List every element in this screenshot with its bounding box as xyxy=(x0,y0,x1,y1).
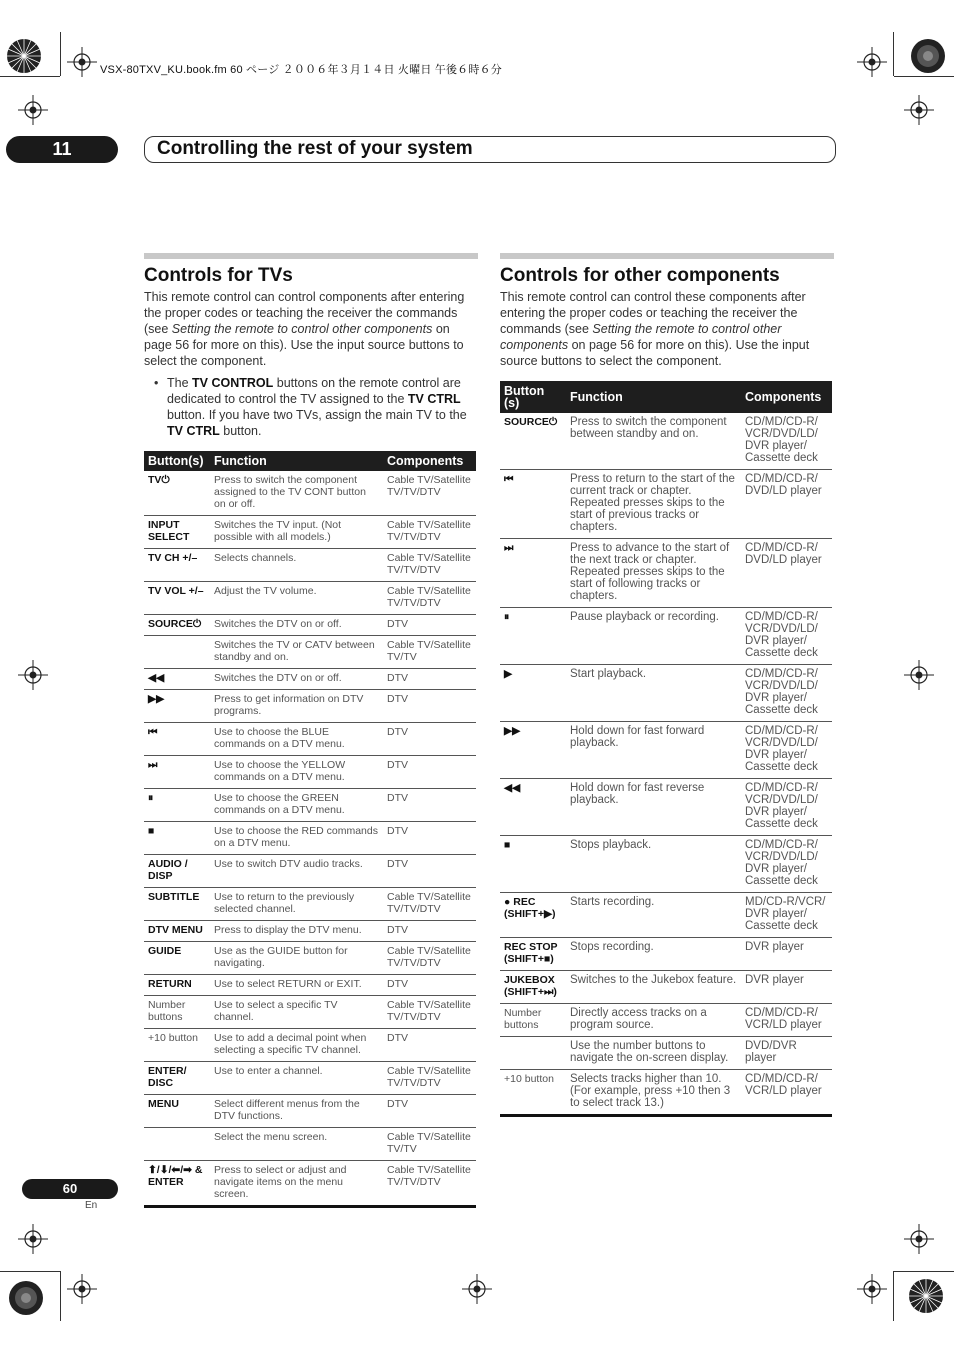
function-cell: Selects channels. xyxy=(210,549,383,582)
button-cell: ⏮ xyxy=(500,470,566,539)
function-cell: Hold down for fast reverse playback. xyxy=(566,779,741,836)
file-header: VSX-80TXV_KU.book.fm 60 ページ ２００６年３月１４日 火曜日 午後６時６分 xyxy=(100,64,502,76)
components-cell: CD/MD/CD-R/ DVD/LD player xyxy=(741,539,832,608)
table-row xyxy=(144,855,476,888)
crop-line xyxy=(0,1271,60,1272)
button-cell: ⬆/⬇/⬅/➡ & ENTER xyxy=(144,1161,210,1207)
column-header-function: Function xyxy=(566,381,741,413)
button-cell: RETURN xyxy=(144,975,210,996)
components-cell: DTV xyxy=(383,1029,476,1062)
table-row xyxy=(144,888,476,921)
function-cell: Stops recording. xyxy=(566,938,741,971)
components-cell: DTV xyxy=(383,669,476,690)
button-cell: ◀◀ xyxy=(144,669,210,690)
function-cell: Switches the DTV on or off. xyxy=(210,669,383,690)
section-rule xyxy=(144,253,478,259)
components-cell: Cable TV/Satellite TV/TV/DTV xyxy=(383,582,476,615)
button-cell: ENTER/ DISC xyxy=(144,1062,210,1095)
components-cell: Cable TV/Satellite TV/TV/DTV xyxy=(383,1062,476,1095)
function-cell: Use as the GUIDE button for navigating. xyxy=(210,942,383,975)
table-row xyxy=(500,971,832,1004)
button-cell: INPUT SELECT xyxy=(144,516,210,549)
table-row xyxy=(500,938,832,971)
components-cell: CD/MD/CD-R/ VCR/DVD/LD/ DVR player/ Cassette deck xyxy=(741,722,832,779)
components-cell: CD/MD/CD-R/ VCR/DVD/LD/ DVR player/ Cassette deck xyxy=(741,608,832,665)
color-bar-starburst-top-right xyxy=(910,38,946,74)
components-cell: Cable TV/Satellite TV/TV/DTV xyxy=(383,549,476,582)
components-cell: DTV xyxy=(383,723,476,756)
section-controls-for-tvs xyxy=(144,253,478,1208)
function-cell: Use to select a specific TV channel. xyxy=(210,996,383,1029)
function-cell: Press to select or adjust and navigate items on the menu screen. xyxy=(210,1161,383,1207)
crop-line xyxy=(893,32,894,76)
button-cell: ■ xyxy=(500,836,566,893)
function-cell: Press to switch the component between standby and on. xyxy=(566,413,741,470)
table-row xyxy=(500,893,832,938)
function-cell: Use to choose the YELLOW commands on a DTV menu. xyxy=(210,756,383,789)
function-cell: Select different menus from the DTV functions. xyxy=(210,1095,383,1128)
table-row xyxy=(500,470,832,539)
crop-line xyxy=(894,76,954,77)
column-header-buttons: Button(s) xyxy=(144,451,210,471)
button-cell xyxy=(144,636,210,669)
button-cell: SOURCE⏻ xyxy=(144,615,210,636)
registration-mark-upper-left xyxy=(18,95,48,125)
table-row xyxy=(144,690,476,723)
section-intro: This remote control can control components after entering the proper codes or teaching the receiver the commands (see Setting the remote to control other components on page 56 for more on this). Use the input source buttons to select the component. xyxy=(144,290,465,368)
table-row xyxy=(144,582,476,615)
function-cell: Press to return to the start of the current track or chapter. Repeated presses skips to the start of previous tracks or chapters. xyxy=(566,470,741,539)
section-intro: This remote control can control these components after entering the proper codes or teaching the receiver the commands (see Setting the remote to control other components on page 56 for more on this). Use the input source buttons to select the component. xyxy=(500,290,810,368)
language-code: En xyxy=(85,1200,98,1211)
table-row xyxy=(144,942,476,975)
button-cell: Number buttons xyxy=(500,1004,566,1037)
tv-controls-table xyxy=(144,451,476,1208)
button-cell: MENU xyxy=(144,1095,210,1128)
table-row xyxy=(500,836,832,893)
components-cell: CD/MD/CD-R/ VCR/DVD/LD/ DVR player/ Cassette deck xyxy=(741,836,832,893)
registration-mark-middle-left xyxy=(18,660,48,690)
function-cell: Switches the TV input. (Not possible with all models.) xyxy=(210,516,383,549)
button-cell: GUIDE xyxy=(144,942,210,975)
table-row xyxy=(144,723,476,756)
color-bar-starburst-bottom-right xyxy=(908,1278,944,1314)
function-cell: Use to add a decimal point when selecting a specific TV channel. xyxy=(210,1029,383,1062)
button-cell: TV CH +/– xyxy=(144,549,210,582)
button-cell: SUBTITLE xyxy=(144,888,210,921)
table-row xyxy=(144,549,476,582)
components-cell: DTV xyxy=(383,855,476,888)
bullet-note: • The TV CONTROL buttons on the remote control are dedicated to control the TV assigned to the TV CTRL button. If you have two TVs, assign the main TV to the TV CTRL button. xyxy=(154,375,478,439)
crop-line xyxy=(60,1271,61,1321)
function-cell: Press to switch the component assigned to the TV CONT button on or off. xyxy=(210,471,383,516)
table-row xyxy=(144,636,476,669)
components-cell: Cable TV/Satellite TV/TV/DTV xyxy=(383,471,476,516)
button-cell: ▶ xyxy=(500,665,566,722)
table-row xyxy=(500,1070,832,1116)
page-number: 60 xyxy=(22,1179,118,1199)
components-cell: CD/MD/CD-R/ VCR/LD player xyxy=(741,1004,832,1037)
button-cell: TV⏻ xyxy=(144,471,210,516)
button-cell: ⏭ xyxy=(500,539,566,608)
registration-mark-bottom-center xyxy=(462,1274,492,1304)
button-cell: ■ xyxy=(144,822,210,855)
function-cell: Use the number buttons to navigate the on-screen display. xyxy=(566,1037,741,1070)
components-cell: DTV xyxy=(383,1095,476,1128)
components-cell: DTV xyxy=(383,789,476,822)
section-title: Controls for TVs xyxy=(144,265,293,286)
chapter-number: 11 xyxy=(6,136,118,163)
table-row xyxy=(500,1037,832,1070)
table-row xyxy=(144,615,476,636)
table-row xyxy=(500,608,832,665)
components-cell: DTV xyxy=(383,756,476,789)
function-cell: Use to switch DTV audio tracks. xyxy=(210,855,383,888)
button-cell: ⏭ xyxy=(144,756,210,789)
button-cell: Number buttons xyxy=(144,996,210,1029)
registration-mark-bottom-left xyxy=(67,1274,97,1304)
function-cell: Use to return to the previously selected channel. xyxy=(210,888,383,921)
components-cell: DVR player xyxy=(741,971,832,1004)
table-row xyxy=(144,669,476,690)
function-cell: Use to choose the RED commands on a DTV menu. xyxy=(210,822,383,855)
table-row xyxy=(144,822,476,855)
components-cell: DTV xyxy=(383,975,476,996)
color-bar-starburst-top-left xyxy=(6,38,42,74)
button-cell: DTV MENU xyxy=(144,921,210,942)
chapter-title: Controlling the rest of your system xyxy=(157,138,473,159)
table-row xyxy=(144,1128,476,1161)
function-cell: Starts recording. xyxy=(566,893,741,938)
button-cell: JUKEBOX (SHIFT+⏭) xyxy=(500,971,566,1004)
table-row xyxy=(144,1029,476,1062)
components-cell: CD/MD/CD-R/ VCR/DVD/LD/ DVR player/ Cassette deck xyxy=(741,413,832,470)
function-cell: Use to choose the GREEN commands on a DTV menu. xyxy=(210,789,383,822)
button-cell: ▶▶ xyxy=(500,722,566,779)
registration-mark-lower-right xyxy=(904,1224,934,1254)
table-row xyxy=(144,471,476,516)
table-row xyxy=(500,413,832,470)
function-cell: Select the menu screen. xyxy=(210,1128,383,1161)
other-controls-table xyxy=(500,381,832,1117)
components-cell: DTV xyxy=(383,822,476,855)
registration-mark-middle-right xyxy=(904,660,934,690)
function-cell: Press to advance to the start of the next track or chapter. Repeated presses skips to the start of following tracks or chapters. xyxy=(566,539,741,608)
button-cell: +10 button xyxy=(500,1070,566,1116)
button-cell: ◀◀ xyxy=(500,779,566,836)
section-controls-for-other-components xyxy=(500,253,834,1117)
function-cell: Switches the TV or CATV between standby and on. xyxy=(210,636,383,669)
function-cell: Directly access tracks on a program source. xyxy=(566,1004,741,1037)
crop-line xyxy=(60,32,61,76)
button-cell: ⏮ xyxy=(144,723,210,756)
function-cell: Use to enter a channel. xyxy=(210,1062,383,1095)
column-header-function: Function xyxy=(210,451,383,471)
table-row xyxy=(144,1062,476,1095)
components-cell: CD/MD/CD-R/ VCR/DVD/LD/ DVR player/ Cassette deck xyxy=(741,779,832,836)
button-cell: ⏸ xyxy=(144,789,210,822)
table-row xyxy=(500,665,832,722)
column-header-buttons: Button (s) xyxy=(500,381,566,413)
components-cell: DTV xyxy=(383,615,476,636)
function-cell: Switches the DTV on or off. xyxy=(210,615,383,636)
button-cell: AUDIO / DISP xyxy=(144,855,210,888)
color-bar-starburst-bottom-left xyxy=(8,1280,44,1316)
table-row xyxy=(500,722,832,779)
button-cell: ● REC (SHIFT+▶) xyxy=(500,893,566,938)
chapter-header xyxy=(144,136,836,163)
components-cell: Cable TV/Satellite TV/TV/DTV xyxy=(383,1161,476,1207)
table-row xyxy=(500,1004,832,1037)
components-cell: Cable TV/Satellite TV/TV/DTV xyxy=(383,516,476,549)
function-cell: Press to display the DTV menu. xyxy=(210,921,383,942)
table-row xyxy=(144,1161,476,1207)
function-cell: Adjust the TV volume. xyxy=(210,582,383,615)
column-header-components: Components xyxy=(741,381,832,413)
components-cell: Cable TV/Satellite TV/TV/DTV xyxy=(383,888,476,921)
components-cell: CD/MD/CD-R/ DVD/LD player xyxy=(741,470,832,539)
table-row xyxy=(144,516,476,549)
table-row xyxy=(144,996,476,1029)
button-cell: +10 button xyxy=(144,1029,210,1062)
table-row xyxy=(144,975,476,996)
function-cell: Selects tracks higher than 10. (For example, press +10 then 3 to select track 13.) xyxy=(566,1070,741,1116)
registration-mark-top-right xyxy=(857,47,887,77)
function-cell: Hold down for fast forward playback. xyxy=(566,722,741,779)
components-cell: DTV xyxy=(383,921,476,942)
registration-mark-upper-right xyxy=(904,95,934,125)
components-cell: CD/MD/CD-R/ VCR/DVD/LD/ DVR player/ Cassette deck xyxy=(741,665,832,722)
table-row xyxy=(144,921,476,942)
crop-line xyxy=(0,76,60,77)
table-row xyxy=(144,1095,476,1128)
crop-line xyxy=(893,1271,894,1321)
components-cell: Cable TV/Satellite TV/TV xyxy=(383,1128,476,1161)
function-cell: Pause playback or recording. xyxy=(566,608,741,665)
section-rule xyxy=(500,253,834,259)
components-cell: Cable TV/Satellite TV/TV/DTV xyxy=(383,942,476,975)
table-row xyxy=(144,756,476,789)
components-cell: MD/CD-R/VCR/ DVR player/ Cassette deck xyxy=(741,893,832,938)
button-cell: ▶▶ xyxy=(144,690,210,723)
table-row xyxy=(500,539,832,608)
button-cell: ⏸ xyxy=(500,608,566,665)
function-cell: Stops playback. xyxy=(566,836,741,893)
table-row xyxy=(144,789,476,822)
components-cell: DTV xyxy=(383,690,476,723)
registration-mark-top-center-left xyxy=(67,47,97,77)
button-cell: REC STOP (SHIFT+■) xyxy=(500,938,566,971)
components-cell: Cable TV/Satellite TV/TV xyxy=(383,636,476,669)
button-cell: SOURCE⏻ xyxy=(500,413,566,470)
components-cell: Cable TV/Satellite TV/TV/DTV xyxy=(383,996,476,1029)
crop-line xyxy=(894,1271,954,1272)
button-cell xyxy=(500,1037,566,1070)
registration-mark-bottom-right xyxy=(857,1274,887,1304)
function-cell: Start playback. xyxy=(566,665,741,722)
button-cell: TV VOL +/– xyxy=(144,582,210,615)
function-cell: Switches to the Jukebox feature. xyxy=(566,971,741,1004)
function-cell: Use to select RETURN or EXIT. xyxy=(210,975,383,996)
function-cell: Press to get information on DTV programs. xyxy=(210,690,383,723)
column-header-components: Components xyxy=(383,451,476,471)
button-cell xyxy=(144,1128,210,1161)
components-cell: DVD/DVR player xyxy=(741,1037,832,1070)
function-cell: Use to choose the BLUE commands on a DTV menu. xyxy=(210,723,383,756)
components-cell: DVR player xyxy=(741,938,832,971)
registration-mark-lower-left xyxy=(18,1224,48,1254)
components-cell: CD/MD/CD-R/ VCR/LD player xyxy=(741,1070,832,1116)
table-row xyxy=(500,779,832,836)
section-title: Controls for other components xyxy=(500,265,780,286)
